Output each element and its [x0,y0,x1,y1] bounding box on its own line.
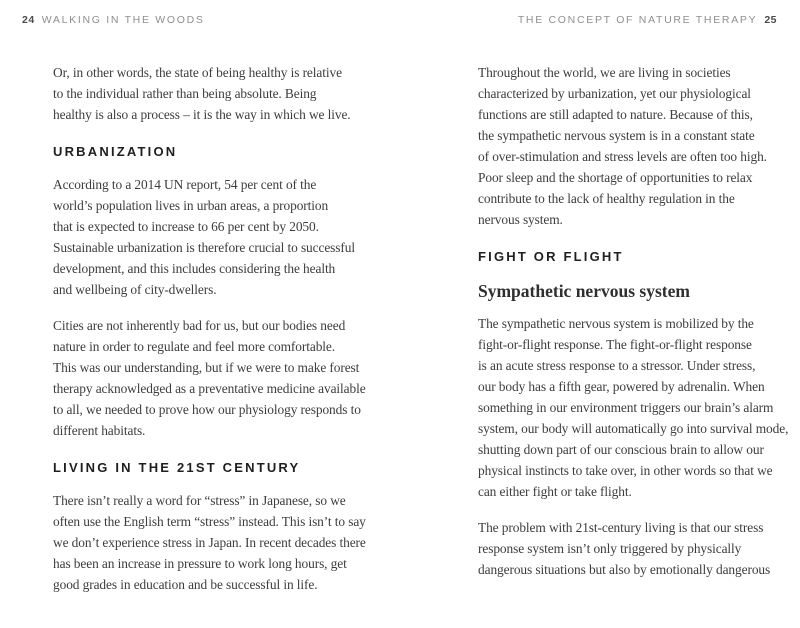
sub-section-heading: Sympathetic nervous system [478,281,690,301]
text-line: system, our body will automatically go into survival mode, [478,421,789,436]
text-line: Sustainable urbanization is therefore crucial to successful [53,240,355,255]
text-line: can either fight or take flight. [478,484,632,499]
text-line: development, and this includes considering the health [53,261,336,276]
body-paragraph [53,62,379,125]
text-line: nature in order to regulate and feel more comfortable. [53,339,335,354]
page-number-right: 25 [764,14,777,26]
running-head-right [518,14,777,26]
body-paragraph [478,517,770,580]
text-line: is an acute stress response to a stressor. Under stress, [478,358,756,373]
text-line: functions are still adapted to nature. Because of this, [478,107,753,122]
text-line: contribute to the lack of healthy regulation in the [478,191,735,206]
text-line: This was our understanding, but if we were to make forest [53,360,360,375]
section-heading: URBANIZATION [53,144,178,159]
left-page-text-column [53,62,379,610]
text-line: Cities are not inherently bad for us, but our bodies need [53,318,346,333]
text-line: world’s population lives in urban areas, a proportion [53,198,329,213]
text-line: different habitats. [53,423,146,438]
text-line: The sympathetic nervous system is mobilized by the [478,316,754,331]
text-line: something in our environment triggers our brain’s alarm [478,400,774,415]
section-heading: LIVING IN THE 21ST CENTURY [53,460,301,475]
text-line: The problem with 21st-century living is that our stress [478,520,764,535]
body-paragraph [53,315,379,441]
text-line: characterized by urbanization, yet our physiological [478,86,751,101]
text-line: shutting down part of our conscious brain to allow our [478,442,764,457]
body-paragraph [478,62,770,230]
running-title-right: THE CONCEPT OF NATURE THERAPY [517,14,758,26]
text-line: therapy acknowledged as a preventative medicine available [53,381,366,396]
body-paragraph [53,174,379,300]
text-line: dangerous situations but also by emotionally dangerous [478,562,771,577]
running-title-left: WALKING IN THE WOODS [41,14,205,26]
page-number-left: 24 [22,14,35,26]
text-line: that is expected to increase to 66 per cent by 2050. [53,219,319,234]
body-paragraph [478,313,789,502]
text-line: to the individual rather than being absolute. Being [53,86,317,101]
text-line: Or, in other words, the state of being healthy is relative [53,65,342,80]
text-line: the sympathetic nervous system is in a constant state [478,128,755,143]
text-line: Throughout the world, we are living in societies [478,65,731,80]
text-line: fight-or-flight response. The fight-or-flight response [478,337,752,352]
text-line: our body has a fifth gear, powered by adrenalin. When [478,379,765,394]
text-line: and wellbeing of city-dwellers. [53,282,217,297]
text-line: healthy is also a process – it is the way in which we live. [53,107,351,122]
section-heading: FIGHT OR FLIGHT [478,249,624,264]
right-page-text-column [478,62,789,595]
text-line: of over-stimulation and stress levels are often too high. [478,149,767,164]
text-line: Poor sleep and the shortage of opportunities to relax [478,170,753,185]
text-line: good grades in education and be successful in life. [53,577,318,592]
text-line: nervous system. [478,212,563,227]
text-line: we don’t experience stress in Japan. In recent decades there [53,535,366,550]
body-paragraph [53,490,379,595]
text-line: response system isn’t only triggered by physically [478,541,742,556]
text-line: to all, we needed to prove how our physiology responds to [53,402,361,417]
text-line: physical instincts to take over, in other words so that we [478,463,773,478]
text-line: There isn’t really a word for “stress” in Japanese, so we [53,493,346,508]
running-head-left [22,14,205,26]
text-line: has been an increase in pressure to work long hours, get [53,556,347,571]
text-line: According to a 2014 UN report, 54 per cent of the [53,177,317,192]
text-line: often use the English term “stress” instead. This isn’t to say [53,514,366,529]
